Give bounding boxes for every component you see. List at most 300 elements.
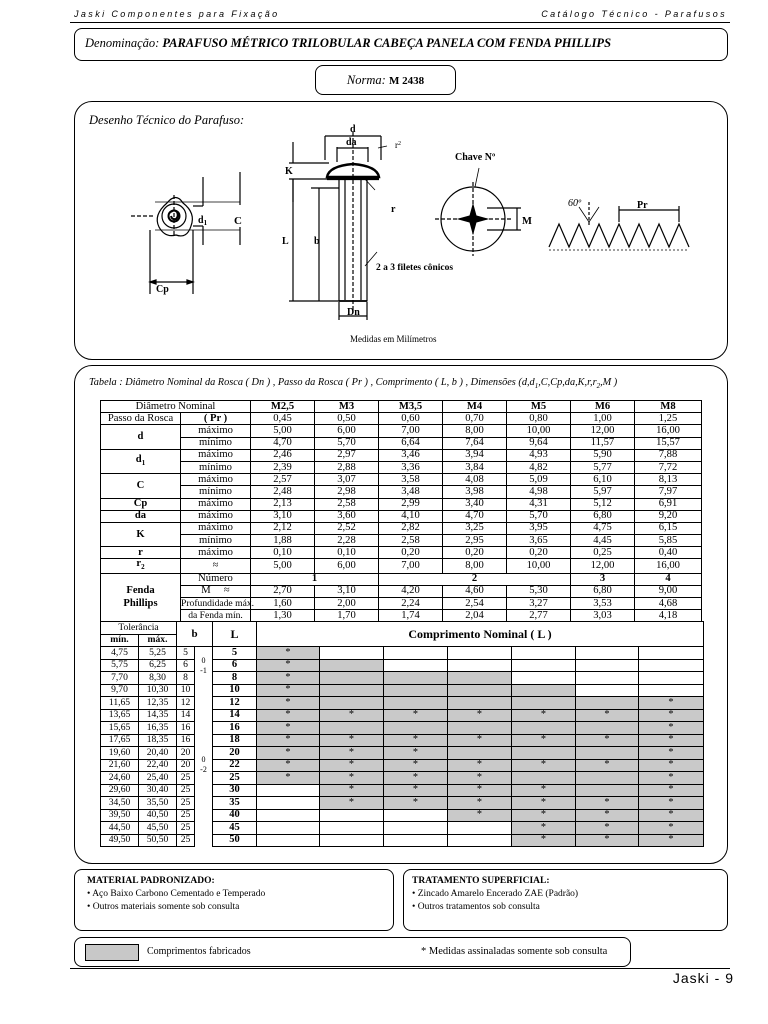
length-cell: * — [257, 659, 320, 672]
value-cell: 6,15 — [635, 522, 702, 534]
row-sub: máximo — [181, 425, 251, 437]
L-cell: 35 — [213, 797, 257, 810]
denomination-box — [74, 28, 728, 61]
tolerance-header: Tolerância — [101, 622, 177, 635]
length-cell: * — [576, 834, 639, 847]
value-cell: 9,00 — [635, 585, 702, 597]
length-cell: * — [384, 734, 448, 747]
length-cell — [320, 659, 384, 672]
tol-max-cell: 30,40 — [139, 784, 177, 797]
value-cell: 0,80 — [507, 413, 571, 425]
L-cell: 25 — [213, 772, 257, 785]
label-Pr: Pr — [637, 200, 648, 211]
b-cell: 20 — [177, 759, 195, 772]
value-cell: 3,58 — [379, 474, 443, 486]
value-cell: 7,88 — [635, 449, 702, 461]
length-cell — [512, 772, 576, 785]
table-row — [101, 559, 702, 573]
label-K: K — [285, 166, 293, 177]
label-b: b — [314, 236, 320, 247]
technical-drawing — [75, 102, 729, 361]
row-sub: M ≈ — [181, 585, 251, 597]
value-cell: 2,99 — [379, 498, 443, 510]
L-cell: 16 — [213, 722, 257, 735]
tol-min-cell: 9,70 — [101, 684, 139, 697]
length-cell: * — [576, 734, 639, 747]
value-cell: 4,75 — [571, 522, 635, 534]
treatment-item: • Zincado Amarelo Encerado ZAE (Padrão) — [412, 889, 579, 899]
length-cell — [384, 659, 448, 672]
phillips-number-2: 2 — [379, 573, 571, 585]
tol-min-cell: 7,70 — [101, 672, 139, 685]
b-tolerance-top: 0 -1 — [195, 647, 213, 685]
tol-max-cell: 25,40 — [139, 772, 177, 785]
row-label: Passo da Rosca — [101, 413, 181, 425]
value-cell: 5,00 — [251, 559, 315, 573]
table-row — [101, 684, 704, 697]
value-cell: 0,60 — [379, 413, 443, 425]
value-cell: 4,93 — [507, 449, 571, 461]
length-cell — [512, 672, 576, 685]
length-cell: * — [257, 722, 320, 735]
table-row — [101, 486, 702, 498]
value-cell: 4,70 — [251, 437, 315, 449]
length-cell: * — [257, 672, 320, 685]
value-cell: 3,95 — [507, 522, 571, 534]
length-cell — [384, 822, 448, 835]
value-cell: 2,82 — [379, 522, 443, 534]
material-item: • Outros materiais somente sob consulta — [87, 902, 240, 912]
value-cell: 4,60 — [443, 585, 507, 597]
length-cell: * — [448, 759, 512, 772]
value-cell: 0,25 — [571, 547, 635, 559]
page-number: Jaski - 9 — [672, 970, 734, 986]
length-cell — [512, 722, 576, 735]
value-cell: 9,20 — [635, 510, 702, 522]
value-cell: 3,07 — [315, 474, 379, 486]
value-cell: 1,00 — [571, 413, 635, 425]
length-cell — [320, 722, 384, 735]
row-sub: mínimo — [181, 437, 251, 449]
value-cell: 2,13 — [251, 498, 315, 510]
value-cell: 2,88 — [315, 461, 379, 473]
table-row — [101, 659, 704, 672]
L-cell: 12 — [213, 697, 257, 710]
value-cell: 6,80 — [571, 585, 635, 597]
length-cell — [576, 672, 639, 685]
legend-box — [74, 937, 631, 967]
table-row — [101, 834, 704, 847]
length-cell: * — [257, 772, 320, 785]
row-label: $r_2$ — [101, 559, 181, 573]
value-cell: 7,00 — [379, 559, 443, 573]
table-caption: Tabela : Diâmetro Nominal da Rosca ( Dn ) , Passo da Rosca ( Pr ) , Comprimento ( L, b ) , Dimensões ($d,d_1,C,Cp,da,K,r,r_2,M$ ) — [89, 377, 618, 391]
value-cell: 5,70 — [507, 510, 571, 522]
phillips-label-bottom — [101, 610, 181, 622]
norma-label: Norma: — [346, 73, 386, 87]
table-row — [101, 425, 702, 437]
row-sub: ( Pr ) — [181, 413, 251, 425]
length-cell — [320, 672, 384, 685]
table-row — [101, 697, 704, 710]
length-cell — [576, 684, 639, 697]
length-cell — [448, 747, 512, 760]
length-cell: * — [512, 784, 576, 797]
length-cell — [639, 659, 704, 672]
length-cell — [512, 659, 576, 672]
length-cell: * — [448, 809, 512, 822]
value-cell: 3,84 — [443, 461, 507, 473]
value-cell: 1,30 — [251, 610, 315, 622]
value-cell: 4,68 — [635, 597, 702, 609]
length-cell: * — [257, 734, 320, 747]
length-cell — [448, 697, 512, 710]
row-label: K — [101, 522, 181, 546]
length-cell — [448, 684, 512, 697]
length-cell — [576, 747, 639, 760]
tol-max-cell: 6,25 — [139, 659, 177, 672]
value-cell: 5,77 — [571, 461, 635, 473]
value-cell: 5,09 — [507, 474, 571, 486]
row-label: Cp — [101, 498, 181, 510]
label-chave: Chave Nº — [455, 152, 496, 163]
value-cell: 5,90 — [571, 449, 635, 461]
length-cell: * — [639, 809, 704, 822]
b-cell: 25 — [177, 834, 195, 847]
value-cell: 5,70 — [315, 437, 379, 449]
denomination-value: PARAFUSO MÉTRICO TRILOBULAR CABEÇA PANELA COM FENDA PHILLIPS — [162, 36, 612, 50]
value-cell: 5,30 — [507, 585, 571, 597]
b-cell: 14 — [177, 709, 195, 722]
length-cell — [576, 772, 639, 785]
length-cell: * — [384, 772, 448, 785]
L-cell: 20 — [213, 747, 257, 760]
length-cell: * — [639, 759, 704, 772]
b-cell: 25 — [177, 809, 195, 822]
length-cell — [512, 747, 576, 760]
tol-min-cell: 5,75 — [101, 659, 139, 672]
phillips-label-top — [101, 573, 181, 585]
L-cell: 30 — [213, 784, 257, 797]
value-cell: 7,97 — [635, 486, 702, 498]
label-M: M — [522, 216, 532, 227]
length-cell: * — [448, 772, 512, 785]
label-C: C — [234, 215, 242, 227]
length-cell: * — [384, 784, 448, 797]
value-cell: 0,20 — [443, 547, 507, 559]
row-sub: máximo — [181, 474, 251, 486]
value-cell: 2,39 — [251, 461, 315, 473]
b-cell: 8 — [177, 672, 195, 685]
tol-min-header: mín. — [101, 634, 139, 647]
value-cell: 6,00 — [315, 425, 379, 437]
value-cell: 1,25 — [635, 413, 702, 425]
value-cell: 1,74 — [379, 610, 443, 622]
header-company: Jaski Componentes para Fixação — [74, 9, 280, 19]
tol-max-cell: 12,35 — [139, 697, 177, 710]
table-row — [101, 510, 702, 522]
tol-max-header: máx. — [139, 634, 177, 647]
table-row — [101, 437, 702, 449]
value-cell: 4,45 — [571, 535, 635, 547]
value-cell: 2,48 — [251, 486, 315, 498]
value-cell: 4,98 — [507, 486, 571, 498]
value-cell: 5,00 — [251, 425, 315, 437]
length-cell — [320, 647, 384, 660]
value-cell: 16,00 — [635, 559, 702, 573]
label-r: r — [391, 204, 396, 215]
tol-min-cell: 19,60 — [101, 747, 139, 760]
L-cell: 8 — [213, 672, 257, 685]
value-cell: 3,46 — [379, 449, 443, 461]
row-label: C — [101, 474, 181, 498]
size-M3.5: M3,5 — [379, 401, 443, 413]
value-cell: 0,10 — [315, 547, 379, 559]
length-cell: * — [512, 759, 576, 772]
length-cell — [320, 834, 384, 847]
tol-min-cell: 13,65 — [101, 709, 139, 722]
size-M4: M4 — [443, 401, 507, 413]
value-cell: 5,12 — [571, 498, 635, 510]
value-cell: 2,52 — [315, 522, 379, 534]
tol-max-cell: 40,50 — [139, 809, 177, 822]
b-cell: 20 — [177, 747, 195, 760]
value-cell: 2,54 — [443, 597, 507, 609]
length-cell — [257, 822, 320, 835]
length-cell — [512, 647, 576, 660]
b-cell: 25 — [177, 822, 195, 835]
value-cell: 7,64 — [443, 437, 507, 449]
length-cell: * — [448, 784, 512, 797]
row-sub: da Fenda mín. — [181, 610, 251, 622]
header-cell: Diâmetro Nominal — [101, 401, 251, 413]
row-sub: máximo — [181, 510, 251, 522]
length-cell: * — [257, 759, 320, 772]
value-cell: 2,28 — [315, 535, 379, 547]
table-row — [101, 474, 702, 486]
length-cell — [448, 672, 512, 685]
header-catalog: Catálogo Técnico - Parafusos — [541, 9, 727, 19]
table-row — [101, 498, 702, 510]
table-row — [101, 722, 704, 735]
size-M8: M8 — [635, 401, 702, 413]
tol-min-cell: 39,50 — [101, 809, 139, 822]
length-cell: * — [257, 709, 320, 722]
thread-profile-figure — [549, 202, 689, 250]
length-cell: * — [448, 734, 512, 747]
value-cell: 0,10 — [251, 547, 315, 559]
length-cell — [576, 659, 639, 672]
value-cell: 2,57 — [251, 474, 315, 486]
length-cell — [448, 722, 512, 735]
length-cell — [384, 722, 448, 735]
value-cell: 2,12 — [251, 522, 315, 534]
table-row — [101, 672, 704, 685]
length-cell: * — [639, 834, 704, 847]
value-cell: 7,00 — [379, 425, 443, 437]
table-row — [101, 522, 702, 534]
length-cell — [448, 659, 512, 672]
table-row — [101, 734, 704, 747]
tol-min-cell: 49,50 — [101, 834, 139, 847]
length-cell: * — [639, 822, 704, 835]
legend-note: * Medidas assinaladas somente sob consulta — [421, 946, 608, 957]
length-cell: * — [639, 784, 704, 797]
tol-min-cell: 4,75 — [101, 647, 139, 660]
length-cell: * — [384, 797, 448, 810]
denomination-label: Denominação: — [85, 36, 160, 50]
L-header: L — [213, 622, 257, 647]
value-cell: 5,85 — [635, 535, 702, 547]
length-cell: * — [512, 834, 576, 847]
b-header: b — [177, 622, 213, 647]
length-cell: * — [512, 809, 576, 822]
L-cell: 5 — [213, 647, 257, 660]
value-cell: 3,65 — [507, 535, 571, 547]
row-label: $d_1$ — [101, 449, 181, 473]
L-cell: 45 — [213, 822, 257, 835]
length-cell: * — [639, 734, 704, 747]
value-cell: 4,08 — [443, 474, 507, 486]
value-cell: 8,13 — [635, 474, 702, 486]
length-cell — [257, 809, 320, 822]
label-da: da — [346, 137, 357, 148]
length-cell: * — [257, 647, 320, 660]
row-sub: mínimo — [181, 461, 251, 473]
value-cell: 3,60 — [315, 510, 379, 522]
value-cell: 3,10 — [315, 585, 379, 597]
length-cell: * — [448, 709, 512, 722]
b-cell: 10 — [177, 684, 195, 697]
length-cell: * — [320, 772, 384, 785]
value-cell: 5,97 — [571, 486, 635, 498]
row-label: r — [101, 547, 181, 559]
row-label: da — [101, 510, 181, 522]
value-cell: 6,64 — [379, 437, 443, 449]
length-cell — [320, 697, 384, 710]
length-cell: * — [320, 734, 384, 747]
value-cell: 2,95 — [443, 535, 507, 547]
value-cell: 0,40 — [635, 547, 702, 559]
value-cell: 8,00 — [443, 425, 507, 437]
value-cell: 2,70 — [251, 585, 315, 597]
value-cell: 8,00 — [443, 559, 507, 573]
length-cell — [448, 647, 512, 660]
L-cell: 18 — [213, 734, 257, 747]
L-cell: 40 — [213, 809, 257, 822]
table-row — [101, 772, 704, 785]
table-row — [101, 449, 702, 461]
value-cell: 6,80 — [571, 510, 635, 522]
header-divider — [70, 22, 730, 23]
value-cell: 2,24 — [379, 597, 443, 609]
value-cell: 3,03 — [571, 610, 635, 622]
value-cell: 3,98 — [443, 486, 507, 498]
length-cell: * — [576, 759, 639, 772]
value-cell: 2,04 — [443, 610, 507, 622]
value-cell: 4,70 — [443, 510, 507, 522]
label-d: d — [350, 124, 356, 135]
tol-max-cell: 45,50 — [139, 822, 177, 835]
L-cell: 22 — [213, 759, 257, 772]
value-cell: 2,97 — [315, 449, 379, 461]
treatment-box — [403, 869, 728, 931]
length-cell: * — [384, 709, 448, 722]
length-cell: * — [576, 797, 639, 810]
length-cell: * — [576, 709, 639, 722]
value-cell: 12,00 — [571, 559, 635, 573]
value-cell: 2,46 — [251, 449, 315, 461]
tol-max-cell: 5,25 — [139, 647, 177, 660]
label-d1: $d_1$ — [198, 215, 208, 227]
value-cell: 6,91 — [635, 498, 702, 510]
length-cell: * — [320, 784, 384, 797]
value-cell: 2,58 — [315, 498, 379, 510]
row-sub: Número — [181, 573, 251, 585]
row-sub: mínimo — [181, 486, 251, 498]
tol-max-cell: 10,30 — [139, 684, 177, 697]
tol-min-cell: 15,65 — [101, 722, 139, 735]
length-table — [100, 621, 704, 847]
value-cell: 4,31 — [507, 498, 571, 510]
table-row — [101, 759, 704, 772]
phillips-number-4: 4 — [635, 573, 702, 585]
row-label: d — [101, 425, 181, 449]
value-cell: 3,40 — [443, 498, 507, 510]
tol-max-cell: 16,35 — [139, 722, 177, 735]
length-cell — [384, 697, 448, 710]
value-cell: 15,57 — [635, 437, 702, 449]
length-cell — [576, 647, 639, 660]
tol-max-cell: 14,35 — [139, 709, 177, 722]
value-cell: 10,00 — [507, 425, 571, 437]
tol-max-cell: 22,40 — [139, 759, 177, 772]
value-cell: 4,18 — [635, 610, 702, 622]
value-cell: 3,27 — [507, 597, 571, 609]
size-M3: M3 — [315, 401, 379, 413]
label-r2: $r^2$ — [395, 140, 401, 150]
length-cell: * — [576, 822, 639, 835]
length-cell: * — [639, 722, 704, 735]
value-cell: 0,70 — [443, 413, 507, 425]
b-cell: 16 — [177, 722, 195, 735]
table-row — [101, 610, 702, 622]
length-cell — [384, 672, 448, 685]
tol-min-cell: 21,60 — [101, 759, 139, 772]
dimension-table — [100, 400, 702, 622]
value-cell: 3,48 — [379, 486, 443, 498]
legend-text: Comprimentos fabricados — [147, 946, 251, 957]
b-cell: 25 — [177, 784, 195, 797]
b-cell: 6 — [177, 659, 195, 672]
length-cell: * — [639, 709, 704, 722]
length-cell: * — [257, 684, 320, 697]
length-cell: * — [512, 709, 576, 722]
table-row — [101, 597, 702, 609]
material-item: • Aço Baixo Carbono Cementado e Temperado — [87, 889, 266, 899]
phillips-label: Phillips — [101, 597, 181, 609]
length-cell — [512, 684, 576, 697]
value-cell: 9,64 — [507, 437, 571, 449]
tol-max-cell: 35,50 — [139, 797, 177, 810]
nominal-length-title: Comprimento Nominal ( L ) — [257, 622, 704, 647]
treatment-title: TRATAMENTO SUPERFICIAL: — [412, 876, 550, 886]
length-cell: * — [639, 797, 704, 810]
value-cell: 1,70 — [315, 610, 379, 622]
length-cell: * — [448, 797, 512, 810]
table-row — [101, 784, 704, 797]
value-cell: 3,94 — [443, 449, 507, 461]
